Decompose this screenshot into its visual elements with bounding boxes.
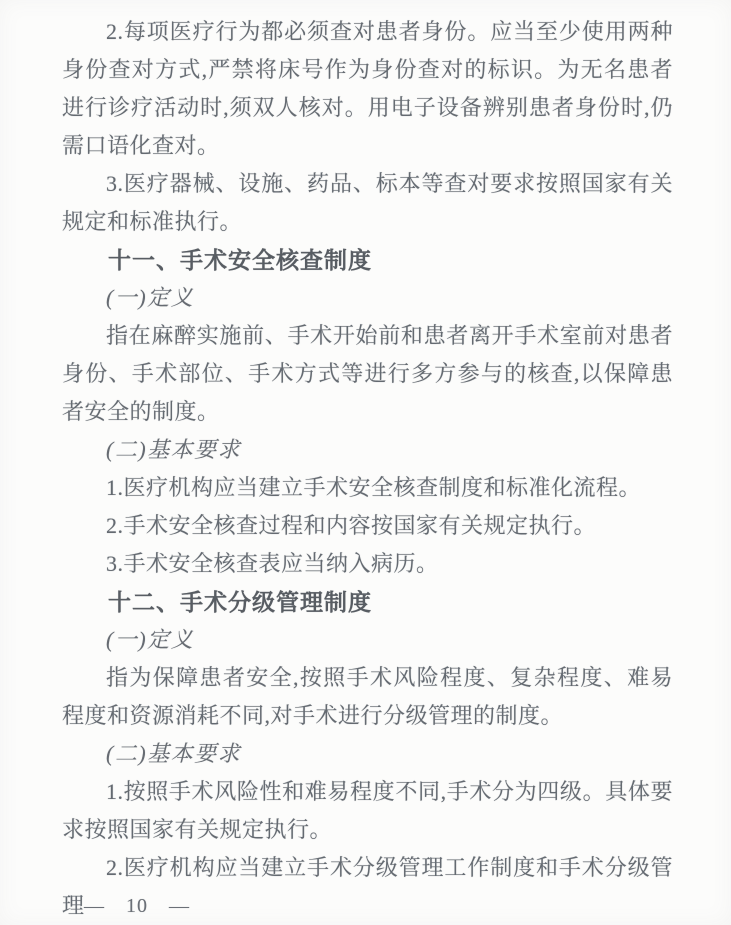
body-paragraph: 2.手术安全核查过程和内容按国家有关规定执行。: [106, 513, 597, 538]
body-paragraph: 2.医疗机构应当建立手术分级管理工作制度和手术分级管理: [62, 855, 673, 918]
body-paragraph: 1.按照手术风险性和难易程度不同,手术分为四级。具体要求按照国家有关规定执行。: [62, 779, 673, 842]
body-paragraph: 2.每项医疗行为都必须查对患者身份。应当至少使用两种身份查对方式,严禁将床号作为身份查对的标识。为无名患者进行诊疗活动时,须双人核对。用电子设备辨别患者身份时,仍需口语化查对。: [62, 19, 673, 158]
body-paragraph: 3.手术安全核查表应当纳入病历。: [106, 551, 439, 576]
sub-heading: (二)基本要求: [106, 437, 242, 462]
section-heading: 十一、手术安全核查制度: [108, 247, 372, 273]
body-paragraph: 3.医疗器械、设施、药品、标本等查对要求按照国家有关规定和标准执行。: [62, 171, 673, 234]
sub-heading: (二)基本要求: [106, 741, 242, 766]
sub-heading: (一)定义: [106, 627, 195, 652]
body-paragraph: 1.医疗机构应当建立手术安全核查制度和标准化流程。: [106, 475, 642, 500]
sub-heading: (一)定义: [106, 285, 195, 310]
body-paragraph: 指为保障患者安全,按照手术风险程度、复杂程度、难易程度和资源消耗不同,对手术进行分级管理的制度。: [62, 665, 673, 728]
body-paragraph: 指在麻醉实施前、手术开始前和患者离开手术室前对患者身份、手术部位、手术方式等进行多方参与的核查,以保障患者安全的制度。: [62, 323, 673, 424]
page-number: — 10 —: [84, 895, 190, 917]
section-heading: 十二、手术分级管理制度: [108, 589, 372, 615]
